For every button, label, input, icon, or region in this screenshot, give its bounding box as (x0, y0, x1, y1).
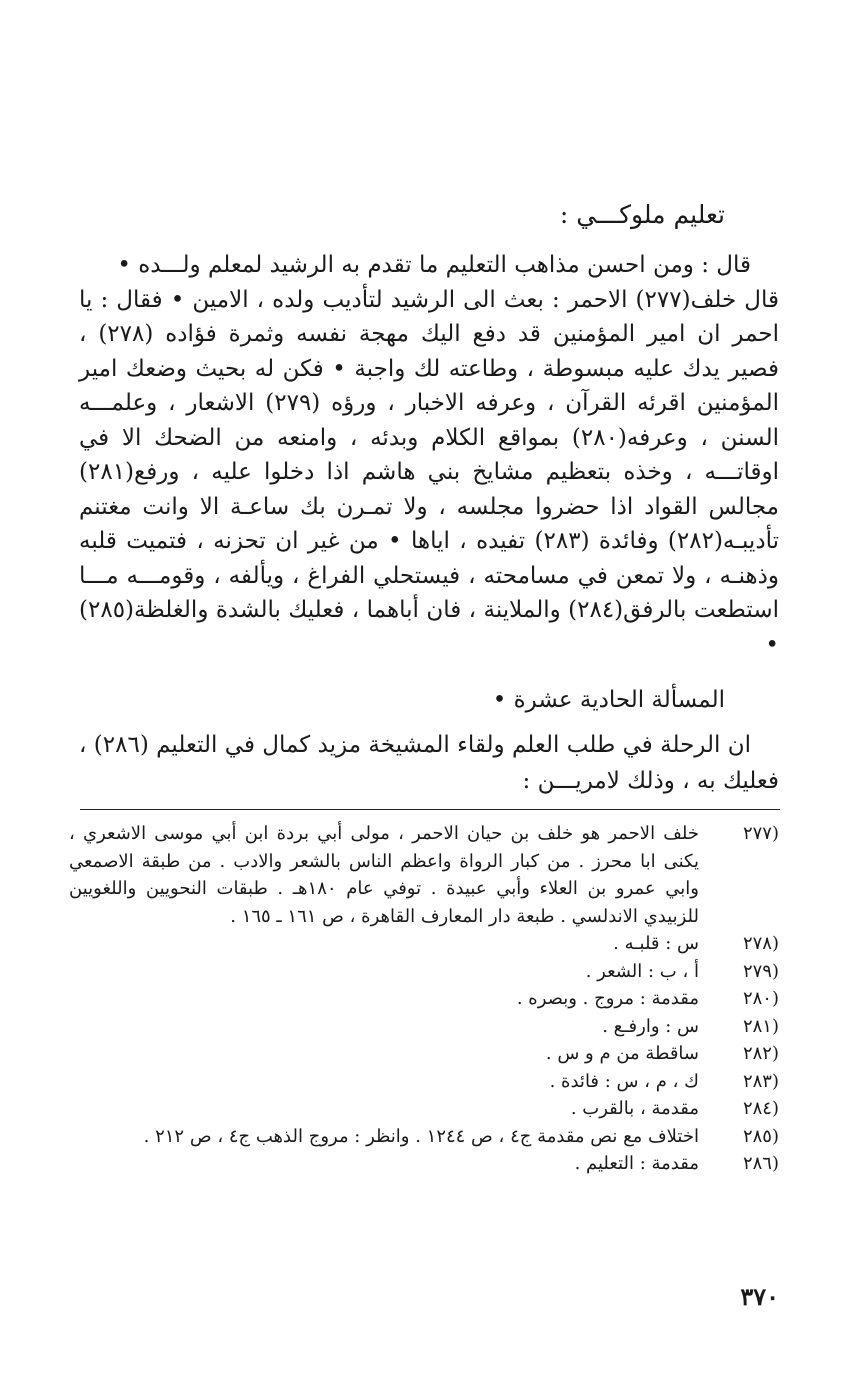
footnote-number: (٢٨٠ (742, 988, 779, 1009)
footnote (69, 1040, 779, 1068)
footnote-text: أ ، ب : الشعر . (585, 960, 699, 982)
footnote-text: ساقطة من م و س . (545, 1043, 699, 1064)
footnote-text: اختلاف مع نص مقدمة ج٤ ، ص ١٢٤٤ . وانظر : مروج الذهب ج٤ ، ص ٢١٢ . (143, 1125, 699, 1147)
footnote (69, 1095, 779, 1123)
footnotes (69, 820, 779, 1178)
issue-text (79, 727, 779, 799)
footnote (69, 820, 779, 930)
footnote (69, 1123, 779, 1151)
footnote (69, 1150, 779, 1178)
footnote-number: (٢٨٥ (742, 1125, 779, 1147)
footnote-divider (80, 809, 780, 810)
footnote-number: (٢٨٤ (742, 1098, 779, 1119)
footnote-number: (٢٨٢ (742, 1043, 779, 1064)
footnote-text: س : قلبـه . (613, 933, 699, 954)
section-title: تعليم ملوكـــي : (559, 200, 725, 229)
footnote (69, 930, 779, 958)
paragraph-intro: قال : ومن احسن مذاهب التعليم ما تقدم به الرشيد لمعلم ولـــده • (117, 252, 751, 278)
footnote-number: (٢٨٦ (742, 1153, 779, 1174)
main-text (79, 248, 779, 662)
page-number: ٣٧٠ (740, 1282, 779, 1311)
issue-heading: المسألة الحادية عشرة • (492, 687, 725, 713)
footnote-number: (٢٧٨ (742, 933, 779, 954)
footnote-number: (٢٧٧ (742, 823, 779, 844)
footnote-number: (٢٨٣ (742, 1070, 779, 1092)
footnote-text: مقدمة : التعليم . (574, 1153, 699, 1174)
footnote (69, 1068, 779, 1096)
footnote-text: س : وارفـع . (602, 1015, 699, 1037)
footnote-text: مقدمة : مروج . وبصره . (516, 988, 699, 1009)
paragraph-travel: ان الرحلة في طلب العلم ولقاء المشيخة مزيد كمال في التعليم (٢٨٦) ، فعليك به ، وذلك لامريـــن : (79, 732, 779, 794)
footnote-text: خلف الاحمر هو خلف بن حيان الاحمر ، مولى أبي بردة ابن أبي موسى الاشعري ، يكنى ابا محرز . من كبار الرواة واعظم الناس بالشعر والادب . من طبقة الاصمعي وابي عمرو بن العلاء وأبي عبيدة . توفي عام ١٨٠هـ . طبقات النحويين واللغويين للزبيدي الاندلسي . طبعة دار المعارف القاهرة ، ص ١٦١ ـ ١٦٥ . (69, 823, 699, 927)
footnote-text: ك ، م ، س : فائدة . (549, 1070, 699, 1092)
footnote-text: مقدمة ، بالقرب . (570, 1098, 699, 1119)
paragraph-khalaf: قال خلف(٢٧٧) الاحمر : بعث الى الرشيد لتأديب ولده ، الامين • فقال : يا احمر ان امير المؤمنين قد دفع اليك مهجة نفسه وثمرة فؤاده (٢٧٨) ، فصير يدك عليه مبسوطة ، وطاعته لك واجبة • فكن له بحيث وضعك امير المؤمنين اقرئه القرآن ، وعرفه الاخبار ، ورؤه (٢٧٩) الاشعار ، وعلمـــه السنن ، وعرفه(٢٨٠) بمواقع الكلام وبدئه ، وامنعه من الضحك الا في اوقاتـــه ، وخذه بتعظيم مشايخ بني هاشم اذا دخلوا عليه ، ورفع(٢٨١) مجالس القواد اذا حضروا مجلسه ، ولا تمـرن بك ساعـة الا وانت مغتنم تأديبـه(٢٨٢) وفائدة (٢٨٣) تفيده ، اياها • من غير ان تحزنه ، فتميت قلبه وذهنـه ، ولا تمعن في مسامحته ، فيستحلي الفراغ ، ويألفه ، وقومـــه مـــا استطعت بالرفق(٢٨٤) والملاينة ، فان أباهما ، فعليك بالشدة والغلظة(٢٨٥) • (79, 286, 780, 658)
footnote (69, 958, 779, 986)
footnote (69, 1013, 779, 1041)
footnote-number: (٢٧٩ (742, 960, 779, 982)
footnote-number: (٢٨١ (742, 1015, 779, 1037)
footnote (69, 985, 779, 1013)
